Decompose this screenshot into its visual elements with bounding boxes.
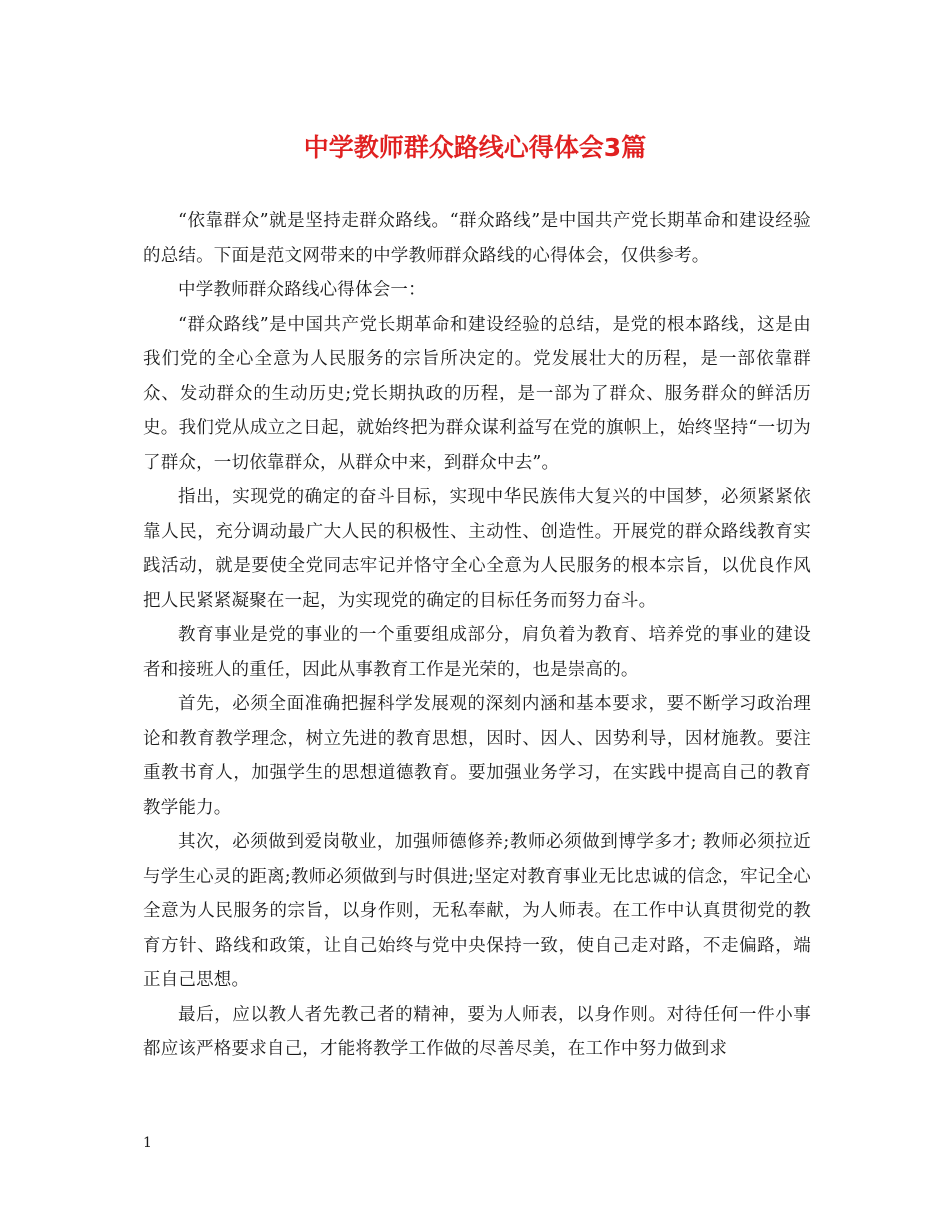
page-number: 1 [143,1135,152,1151]
body-paragraph: 其次，必须做到爱岗敬业，加强师德修养;教师必须做到博学多才; 教师必须拉近与学生心灵的距离;教师必须做到与时俱进;坚定对教育事业无比忠诚的信念，牢记全心全意为人民服务的宗旨，以身作则，无私奉献，为人师表。在工作中认真贯彻党的教育方针、路线和政策，让自己始终与党中央保持一致，使自己走对路，不走偏路，端正自己思想。 [143,832,811,990]
section-heading: 中学教师群众路线心得体会一： [178,280,426,300]
document-title: 中学教师群众路线心得体会3篇 [303,133,647,162]
body-paragraph: “群众路线”是中国共产党长期革命和建设经验的总结，是党的根本路线，这是由我们党的全心全意为人民服务的宗旨所决定的。党发展壮大的历程，是一部依靠群众、发动群众的生动历史;党长期执政的历程，是一部为了群众、服务群众的鲜活历史。我们党从成立之日起，就始终把为群众谋利益写在党的旗帜上，始终坚持“一切为了群众，一切依靠群众，从群众中来，到群众中去”。 [143,314,811,473]
body-paragraph: 最后，应以教人者先教己者的精神，要为人师表，以身作则。对待任何一件小事都应该严格要求自己，才能将教学工作做的尽善尽美，在工作中努力做到求 [143,1004,811,1059]
body-paragraph: 首先，必须全面准确把握科学发展观的深刻内涵和基本要求，要不断学习政治理论和教育教学理念，树立先进的教育思想，因时、因人、因势利导，因材施教。要注重教书育人，加强学生的思想道德教育。要加强业务学习，在实践中提高自己的教育教学能力。 [143,694,811,818]
intro-paragraph: “依靠群众”就是坚持走群众路线。“群众路线”是中国共产党长期革命和建设经验的总结。下面是范文网带来的中学教师群众路线的心得体会，仅供参考。 [143,211,811,266]
body-paragraph: 教育事业是党的事业的一个重要组成部分，肩负着为教育、培养党的事业的建设者和接班人的重任，因此从事教育工作是光荣的，也是崇高的。 [143,625,811,680]
body-paragraph: 指出，实现党的确定的奋斗目标，实现中华民族伟大复兴的中国梦，必须紧紧依靠人民，充分调动最广大人民的积极性、主动性、创造性。开展党的群众路线教育实践活动，就是要使全党同志牢记并恪守全心全意为人民服务的根本宗旨，以优良作风把人民紧紧凝聚在一起，为实现党的确定的目标任务而努力奋斗。 [143,487,811,611]
document-body [143,204,811,1067]
